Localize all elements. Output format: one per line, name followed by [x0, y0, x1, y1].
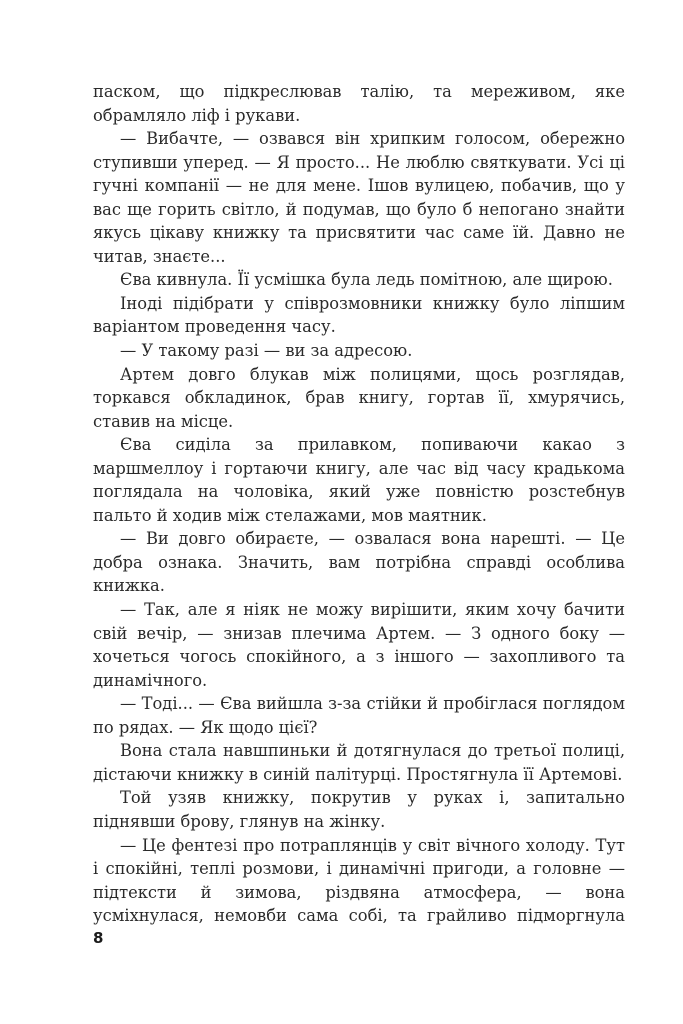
paragraph: — У такому разі — ви за адресою. [120, 341, 413, 361]
paragraph: Іноді підібрати у співрозмовники книжку було ліпшим варіантом проведення часу. [93, 293, 625, 337]
page-number: 8 [93, 929, 104, 947]
paragraph: паском, що підкреслював талію, та мереживом, яке обрамляло ліф і рукави. [93, 82, 625, 125]
paragraph: — Ви довго обираєте, — озвалася вона нарешті. — Це добра ознака. Значить, вам потрібна справді особлива книжка. [93, 529, 625, 596]
paragraph: — Це фентезі про потраплянців у світ вічного холоду. Тут і спокійні, теплі розмови, і динамічні пригоди, а головне — підтексти й зимова, різдвяна атмосфера, — вона усміхнулася, немовби сама собі, та грайливо підморгнула [93, 835, 625, 926]
paragraph: Вона стала навшпиньки й дотягнулася до третьої полиці, дістаючи книжку в синій палітурці. Простягнула її Артемові. [93, 741, 625, 784]
paragraph: Єва сиділа за прилавком, попиваючи какао з маршмеллоу і гортаючи книгу, але час від часу крадькома поглядала на чоловіка, який уже повністю розстебнув пальто й ходив між стелажами, мов маятник. [93, 435, 625, 525]
paragraph: Артем довго блукав між полицями, щось розглядав, торкався обкладинок, брав книгу, гортав її, хмурячись, ставив на місце. [93, 364, 625, 431]
paragraph: — Так, але я ніяк не можу вирішити, яким хочу бачити свій вечір, — знизав плечима Артем. — З одного боку — хочеться чогось спокійного, а з іншого — захопливого та динамічного. [93, 600, 625, 690]
paragraph: Той узяв книжку, покрутив у руках і, запитально піднявши брову, глянув на жінку. [93, 788, 625, 831]
page-body-text [93, 80, 625, 928]
paragraph: — Тоді... — Єва вийшла з-за стійки й пробіглася поглядом по рядах. — Як щодо цієї? [93, 694, 625, 737]
paragraph: — Вибачте, — озвався він хрипким голосом, обережно ступивши уперед. — Я просто... Не люблю святкувати. Усі ці гучні компанії — не для мене. Ішов вулицею, побачив, що у вас ще горить світло, й подумав, що було б непогано знайти якусь цікаву книжку та присвятити час саме їй. Давно не читав, знаєте... [93, 129, 625, 266]
paragraph: Єва кивнула. Її усмішка була ледь помітною, але щирою. [120, 270, 613, 290]
